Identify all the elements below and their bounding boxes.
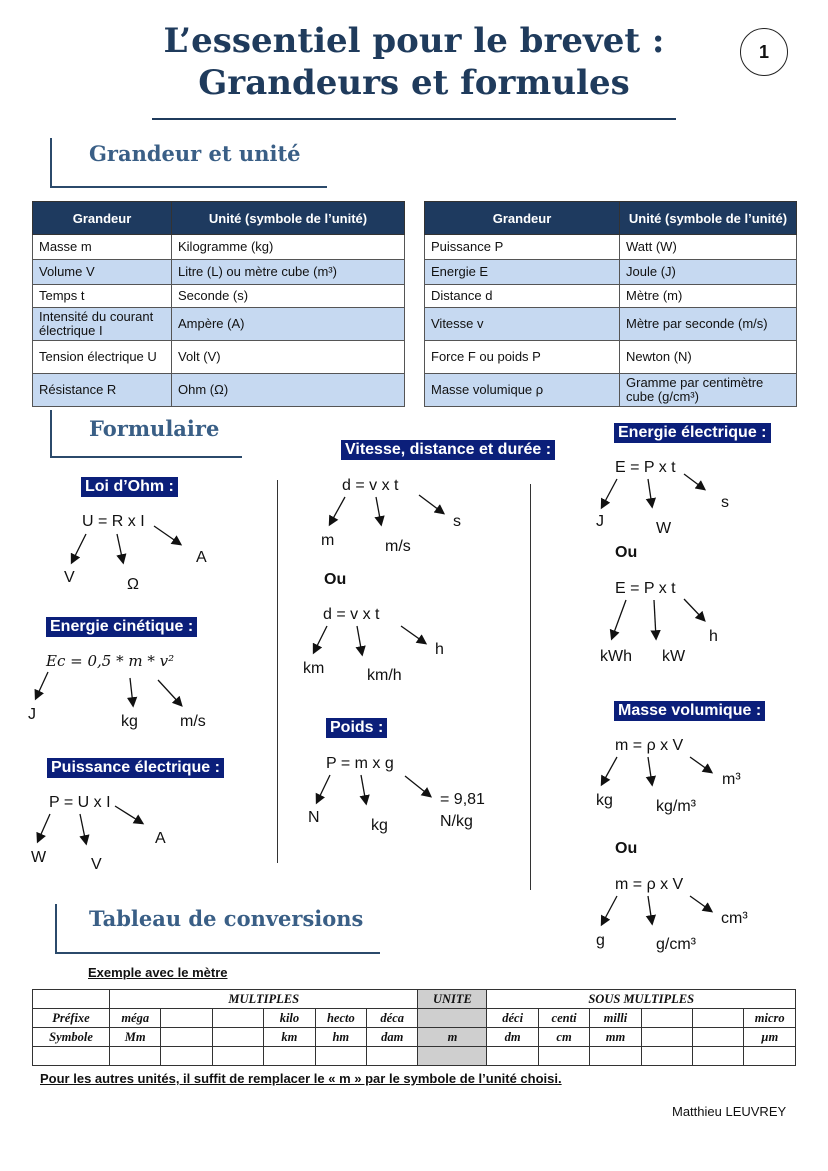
unit-label: A (196, 549, 207, 566)
group-multiples: MULTIPLES (110, 990, 418, 1009)
formula-ohm: U = R x I (82, 513, 145, 530)
unit-label: kW (662, 648, 686, 665)
unit-label: km (303, 660, 325, 677)
unit-label: A (155, 830, 166, 847)
formula-energie: E = P x t (615, 459, 676, 476)
unit-label: cm³ (721, 910, 748, 927)
unit-label: m/s (180, 713, 206, 730)
unit-label: kg (121, 713, 138, 730)
unit-label: h (709, 628, 718, 645)
unit-label: W (31, 849, 47, 866)
formula-poids: P = m x g (326, 755, 394, 772)
unit-label: kg/m³ (656, 798, 696, 815)
unit-label: = 9,81 (440, 791, 485, 808)
unit-label: h (435, 641, 444, 658)
unit-label: J (596, 513, 604, 530)
formula-masse-volumique: m = ρ x V (615, 737, 684, 754)
unit-label: Ω (127, 576, 139, 593)
unit-label: g/cm³ (656, 936, 696, 953)
ou-label: Ou (615, 544, 638, 561)
unit-label: V (64, 569, 75, 586)
section-bracket (55, 952, 380, 954)
ou-label: Ou (615, 840, 638, 857)
formula-energie-2: E = P x t (615, 580, 676, 597)
section-title-conversions: Tableau de conversions (89, 906, 364, 931)
units-table-right: Grandeur Unité (symbole de l’unité) Puissance P Watt (W) Energie E Joule (J) Distance d Mètre (m) Vitesse v Mètre par seconde (m/s) Force F ou poids P Newton (N) Masse volumique ρ Gramme par centimètre cube (g/cm³) (424, 201, 797, 407)
formula-vitesse-2: d = v x t (323, 606, 380, 623)
group-unite: UNITE (418, 990, 487, 1009)
unit-label: W (656, 520, 672, 537)
formula-label-puissance: Puissance électrique : (47, 758, 224, 778)
conversion-note: Pour les autres unités, il suffit de remplacer le « m » par le symbole de l’unité choisi. (40, 1071, 562, 1086)
unit-label: s (453, 513, 461, 530)
formula-label-ohm: Loi d’Ohm : (81, 477, 178, 497)
unit-label: m (321, 532, 335, 549)
unit-label: J (28, 706, 36, 723)
page-number: 1 (740, 28, 788, 76)
row-label-prefixe: Préfixe (33, 1009, 110, 1028)
units-table-left: Grandeur Unité (symbole de l’unité) Masse m Kilogramme (kg) Volume V Litre (L) ou mètre cube (m³) Temps t Seconde (s) Intensité du courant électrique I Ampère (A) Tension électrique U Volt (V) Résistance R Ohm (Ω) (32, 201, 405, 407)
conversion-example-caption: Exemple avec le mètre (88, 965, 228, 980)
author: Matthieu LEUVREY (672, 1104, 787, 1119)
section-title-grandeur: Grandeur et unité (89, 141, 301, 166)
section-title-formulaire: Formulaire (89, 416, 220, 441)
unit-label: N/kg (440, 813, 473, 830)
row-label-symbole: Symbole (33, 1028, 110, 1047)
group-sous-multiples: SOUS MULTIPLES (487, 990, 796, 1009)
unit-label: N (308, 809, 320, 826)
formula-vitesse: d = v x t (342, 477, 399, 494)
unit-label: km/h (367, 667, 402, 684)
unit-label: g (596, 932, 605, 949)
unit-label: m/s (385, 538, 411, 555)
section-bracket (55, 904, 57, 954)
unit-label: V (91, 856, 102, 873)
unit-label: kg (371, 817, 388, 834)
formula-label-vitesse: Vitesse, distance et durée : (341, 440, 555, 460)
formula-label-poids: Poids : (326, 718, 387, 738)
formula-label-cinetique: Energie cinétique : (46, 617, 197, 637)
unit-label: s (721, 494, 729, 511)
formula-cinetique: Ec = 0,5 * m * v² (46, 652, 175, 670)
unit-label: kWh (600, 648, 632, 665)
formula-label-energie: Energie électrique : (614, 423, 771, 443)
unit-label: m³ (722, 771, 741, 788)
formula-label-masse-volumique: Masse volumique : (614, 701, 765, 721)
unit-label: kg (596, 792, 613, 809)
formula-masse-volumique-2: m = ρ x V (615, 876, 684, 893)
formula-puissance: P = U x I (49, 794, 111, 811)
conversion-table: MULTIPLES UNITE SOUS MULTIPLES Préfixe méga kilo hecto déca déci centi milli micro Symbole Mm km hm dam m dm cm mm µm (32, 989, 796, 1066)
page-title: L’essentiel pour le brevet : Grandeurs et formules (163, 21, 665, 103)
ou-label: Ou (324, 571, 347, 588)
